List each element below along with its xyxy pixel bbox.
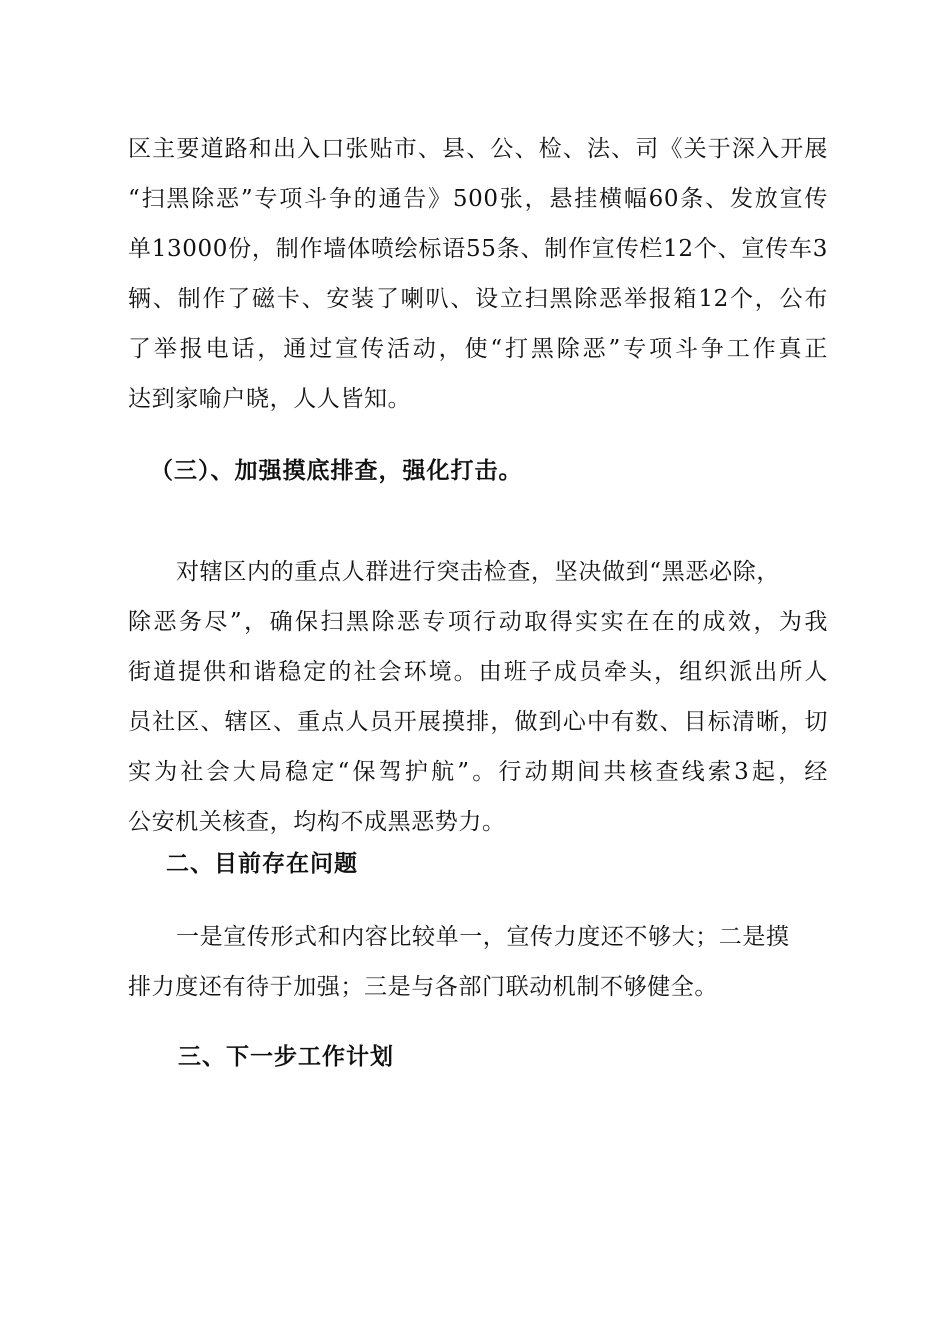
section-heading-3: （三）、加强摸底排查，强化打击。: [150, 458, 523, 484]
text-line: 达到家喻户晓，人人皆知。: [128, 386, 412, 412]
text-line: 一是宣传形式和内容比较单一，宣传力度还不够大；二是摸: [176, 924, 790, 950]
text-line: 排力度还有待于加强；三是与各部门联动机制不够健全。: [128, 974, 718, 1000]
section-heading-next-plan: 三、下一步工作计划: [178, 1044, 394, 1070]
text-line: 单13000份，制作墙体喷绘标语55条、制作宣传栏12个、宣传车3: [128, 236, 828, 262]
paragraph-publicity: [128, 124, 828, 424]
text-line: 辆、制作了磁卡、安装了喇叭、设立扫黑除恶举报箱12个，公布: [128, 286, 828, 312]
paragraph-problems: [128, 912, 828, 1012]
text-line: 除恶务尽”，确保扫黑除恶专项行动取得实实在在的成效，为我: [128, 609, 828, 635]
text-line: 公安机关核查，均构不成黑恶势力。: [128, 809, 506, 835]
paragraph-investigation: [128, 547, 828, 847]
text-line: 对辖区内的重点人群进行突击检查，坚决做到“黑恶必除，: [176, 559, 780, 585]
text-line: “扫黑除恶”专项斗争的通告》500张，悬挂横幅60条、发放宣传: [128, 186, 828, 212]
text-line: 区主要道路和出入口张贴市、县、公、检、法、司《关于深入开展: [128, 136, 828, 162]
text-line: 实为社会大局稳定“保驾护航”。行动期间共核查线索3起，经: [128, 759, 828, 785]
text-line: 员社区、辖区、重点人员开展摸排，做到心中有数、目标清晰，切: [128, 709, 828, 735]
text-line: 了举报电话，通过宣传活动，使“打黑除恶”专项斗争工作真正: [128, 336, 828, 362]
text-line: 街道提供和谐稳定的社会环境。由班子成员牵头，组织派出所人: [128, 659, 828, 685]
section-heading-problems: 二、目前存在问题: [166, 851, 358, 877]
